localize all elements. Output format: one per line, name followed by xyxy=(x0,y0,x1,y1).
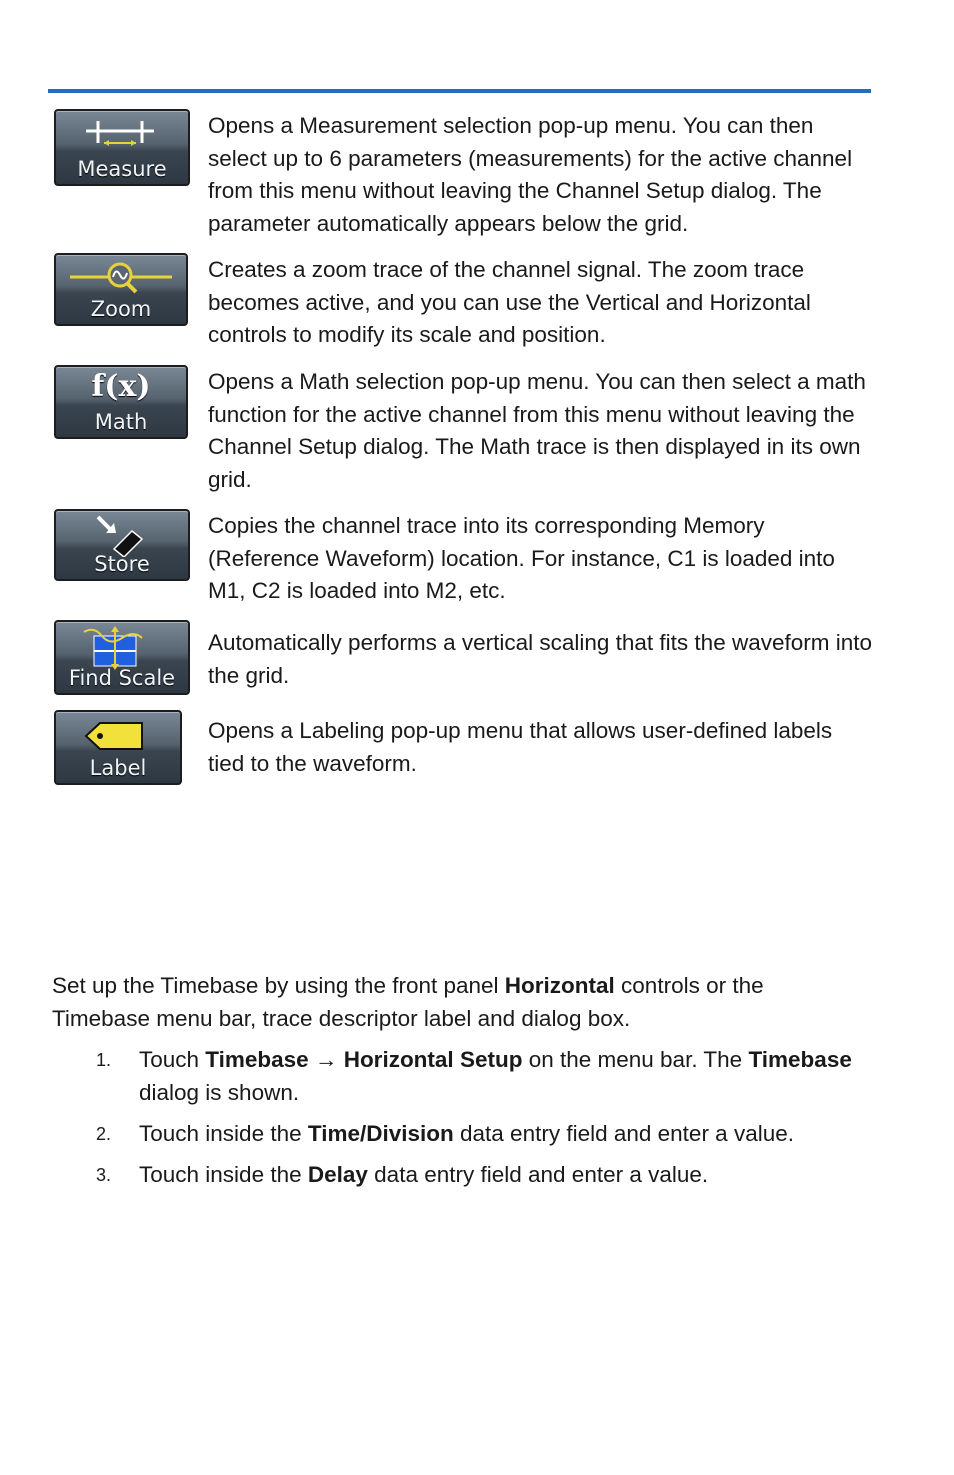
timebase-intro: Set up the Timebase by using the front panel Horizontal controls or the Timebase menu bar, trace descriptor label and dialog box. xyxy=(52,973,764,1031)
tag-icon xyxy=(56,714,180,760)
math-button[interactable] xyxy=(54,365,188,439)
store-button-label: Store xyxy=(94,552,150,576)
math-description: Opens a Math selection pop-up menu. You can then select a math function for the active channel from this menu without leaving the Channel Setup dialog. The Math trace is then displayed in its own grid. xyxy=(208,369,866,492)
label-button[interactable] xyxy=(54,710,182,785)
step-number: 3. xyxy=(96,1165,112,1185)
zoom-description: Creates a zoom trace of the channel signal. The zoom trace becomes active, and you can use the Vertical and Horizontal controls to modify its scale and position. xyxy=(208,257,811,347)
find-scale-description: Automatically performs a vertical scaling that fits the waveform into the grid. xyxy=(208,630,873,688)
header-rule xyxy=(48,89,871,93)
zoom-button-label: Zoom xyxy=(90,297,152,321)
measure-cursor-icon xyxy=(56,113,188,159)
label-button-label: Label xyxy=(89,756,147,780)
fx-icon: f(x) xyxy=(91,369,151,404)
measure-button-label: Measure xyxy=(77,157,167,181)
store-description: Copies the channel trace into its corresponding Memory (Reference Waveform) location. For instance, C1 is loaded into M1, C2 is loaded into M2, etc. xyxy=(208,513,835,603)
math-button-label: Math xyxy=(94,410,148,434)
zoom-button[interactable] xyxy=(54,253,188,326)
step-text: Touch inside the Delay data entry field and enter a value. xyxy=(139,1162,709,1187)
step-text: Touch inside the Time/Division data entry field and enter a value. xyxy=(139,1121,794,1146)
store-button[interactable] xyxy=(54,509,190,581)
find-scale-button-label: Find Scale xyxy=(68,666,176,690)
measure-button[interactable] xyxy=(54,109,190,186)
label-description: Opens a Labeling pop-up menu that allows user-defined labels tied to the waveform. xyxy=(208,718,833,776)
step-text: Touch Timebase → Horizontal Setup on the menu bar. The Timebase dialog is shown. xyxy=(139,1047,852,1105)
find-scale-icon xyxy=(56,624,188,670)
measure-description: Opens a Measurement selection pop-up menu. You can then select up to 6 parameters (measurements) for the active channel from this menu without leaving the Channel Setup dialog. The parameter automatically appears below the grid. xyxy=(208,113,853,236)
zoom-magnifier-icon xyxy=(56,257,186,301)
store-arrow-icon xyxy=(56,513,188,557)
find-scale-button[interactable] xyxy=(54,620,190,695)
step-number: 1. xyxy=(96,1050,112,1070)
step-number: 2. xyxy=(96,1124,112,1144)
